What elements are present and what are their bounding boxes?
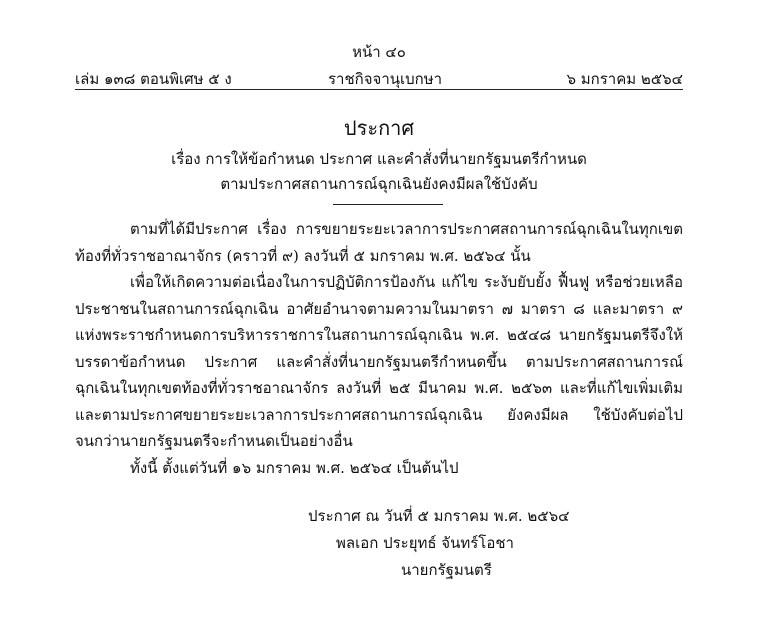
subject-line-1: เรื่อง การให้ข้อกำหนด ประกาศ และคำสั่งที่นายกรัฐมนตรีกำหนด bbox=[171, 150, 587, 168]
document-subject bbox=[0, 147, 758, 197]
subject-line-2: ตามประกาศสถานการณ์ฉุกเฉินยังคงมีผลใช้บังคับ bbox=[220, 175, 538, 193]
signatory-position: นายกรัฐมนตรี bbox=[401, 561, 492, 579]
title-divider bbox=[333, 204, 443, 205]
volume-issue: เล่ม ๑๓๘ ตอนพิเศษ ๕ ง bbox=[75, 70, 232, 88]
document-title: ประกาศ bbox=[343, 116, 415, 140]
publication-date: ๖ มกราคม ๒๕๖๔ bbox=[566, 70, 683, 88]
body-paragraph: เพื่อให้เกิดความต่อเนื่องในการปฏิบัติการป้องกัน แก้ไข ระงับยับยั้ง ฟื้นฟู หรือช่วยเหลือประชาชนในสถานการณ์ฉุกเฉิน อาศัยอำนาจตามความในมาตรา ๗ มาตรา ๘ และมาตรา ๙ แห่งพระราชกำหนดการบริหารราชการในสถานการณ์ฉุกเฉิน พ.ศ. ๒๕๔๘ นายกรัฐมนตรีจึงให้บรรดาข้อกำหนด ประกาศ และคำสั่งที่นายกรัฐมนตรีกำหนดขึ้น ตามประกาศสถานการณ์ฉุกเฉินในทุกเขตท้องที่ทั่วราชอาณาจักร ลงวันที่ ๒๕ มีนาคม พ.ศ. ๒๕๖๓ และที่แก้ไขเพิ่มเติม และตามประกาศขยายระยะเวลาการประกาศสถานการณ์ฉุกเฉิน ยังคงมีผล ใช้บังคับต่อไปจนกว่านายกรัฐมนตรีจะกำหนดเป็นอย่างอื่น bbox=[75, 273, 683, 450]
gazette-header bbox=[75, 67, 683, 87]
body-paragraph: ทั้งนี้ ตั้งแต่วันที่ ๑๖ มกราคม พ.ศ. ๒๕๖๔ เป็นต้นไป bbox=[130, 458, 459, 477]
document-body bbox=[75, 216, 683, 481]
signature-block bbox=[0, 503, 758, 584]
publication-name: ราชกิจจานุเบกษา bbox=[328, 70, 443, 88]
signature-date: ประกาศ ณ วันที่ ๕ มกราคม พ.ศ. ๒๕๖๔ bbox=[308, 507, 570, 525]
header-divider bbox=[75, 89, 683, 90]
body-paragraph: ตามที่ได้มีประกาศ เรื่อง การขยายระยะเวลาการประกาศสถานการณ์ฉุกเฉินในทุกเขตท้องที่ทั่วราชอาณาจักร (คราวที่ ๙) ลงวันที่ ๕ มกราคม พ.ศ. ๒๕๖๔ นั้น bbox=[75, 220, 683, 265]
page-number: หน้า ๔๐ bbox=[352, 43, 406, 61]
signatory-name: พลเอก ประยุทธ์ จันทร์โอชา bbox=[336, 534, 514, 552]
